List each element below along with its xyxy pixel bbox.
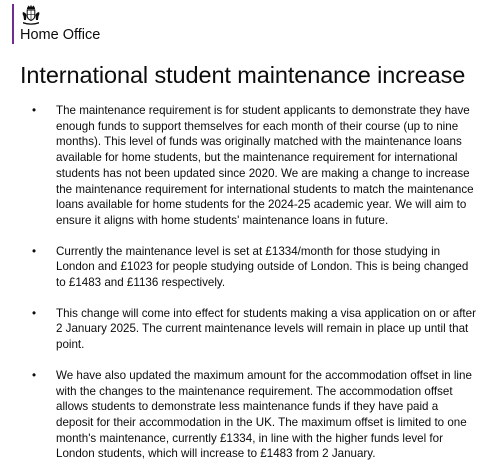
org-name: Home Office	[20, 27, 101, 43]
bullet-list	[0, 103, 487, 462]
bullet-item-current-levels	[0, 244, 487, 291]
bullet-text: This change will come into effect for students making a visa application on or after 2 January 2025. The current maintenance levels will remain in place up until that point.	[56, 306, 476, 352]
bullet-dot-icon: •	[32, 306, 37, 320]
bullet-item-maintenance-requirement	[0, 103, 487, 229]
bullet-dot-icon: •	[32, 368, 37, 382]
bullet-item-effective-date	[0, 306, 487, 353]
bullet-item-accommodation-offset	[0, 368, 487, 462]
bullet-text: The maintenance requirement is for student applicants to demonstrate they have enough funds to support themselves for each month of their course (up to nine months). This level of funds was originally matched with the maintenance loans available for home students, but the maintenance requirement for international students has not been updated since 2020. We are making a change to increase the maintenance requirement for international students to match the maintenance loans available for home students for the 2024-25 academic year. We will aim to ensure it aligns with home students' maintenance loans in future.	[56, 104, 474, 227]
home-office-logo	[12, 4, 101, 44]
royal-coat-of-arms-icon	[21, 4, 41, 26]
bullet-dot-icon: •	[32, 104, 37, 117]
bullet-text: Currently the maintenance level is set at £1334/month for those studying in London and £1023 for people studying outside of London. This is being changed to £1483 and £1136 respectively.	[56, 244, 469, 290]
bullet-text: We have also updated the maximum amount for the accommodation offset in line with the changes to the maintenance requirement. The accommodation offset allows students to demonstrate less maintenance funds if they have paid a deposit for their accommodation in the UK. The maximum offset is limited to one month's maintenance, currently £1334, in line with the higher funds level for London students, which will increase to £1483 from 2 January.	[56, 368, 472, 461]
bullet-dot-icon: •	[32, 244, 37, 258]
page-title: International student maintenance increase	[20, 62, 466, 88]
